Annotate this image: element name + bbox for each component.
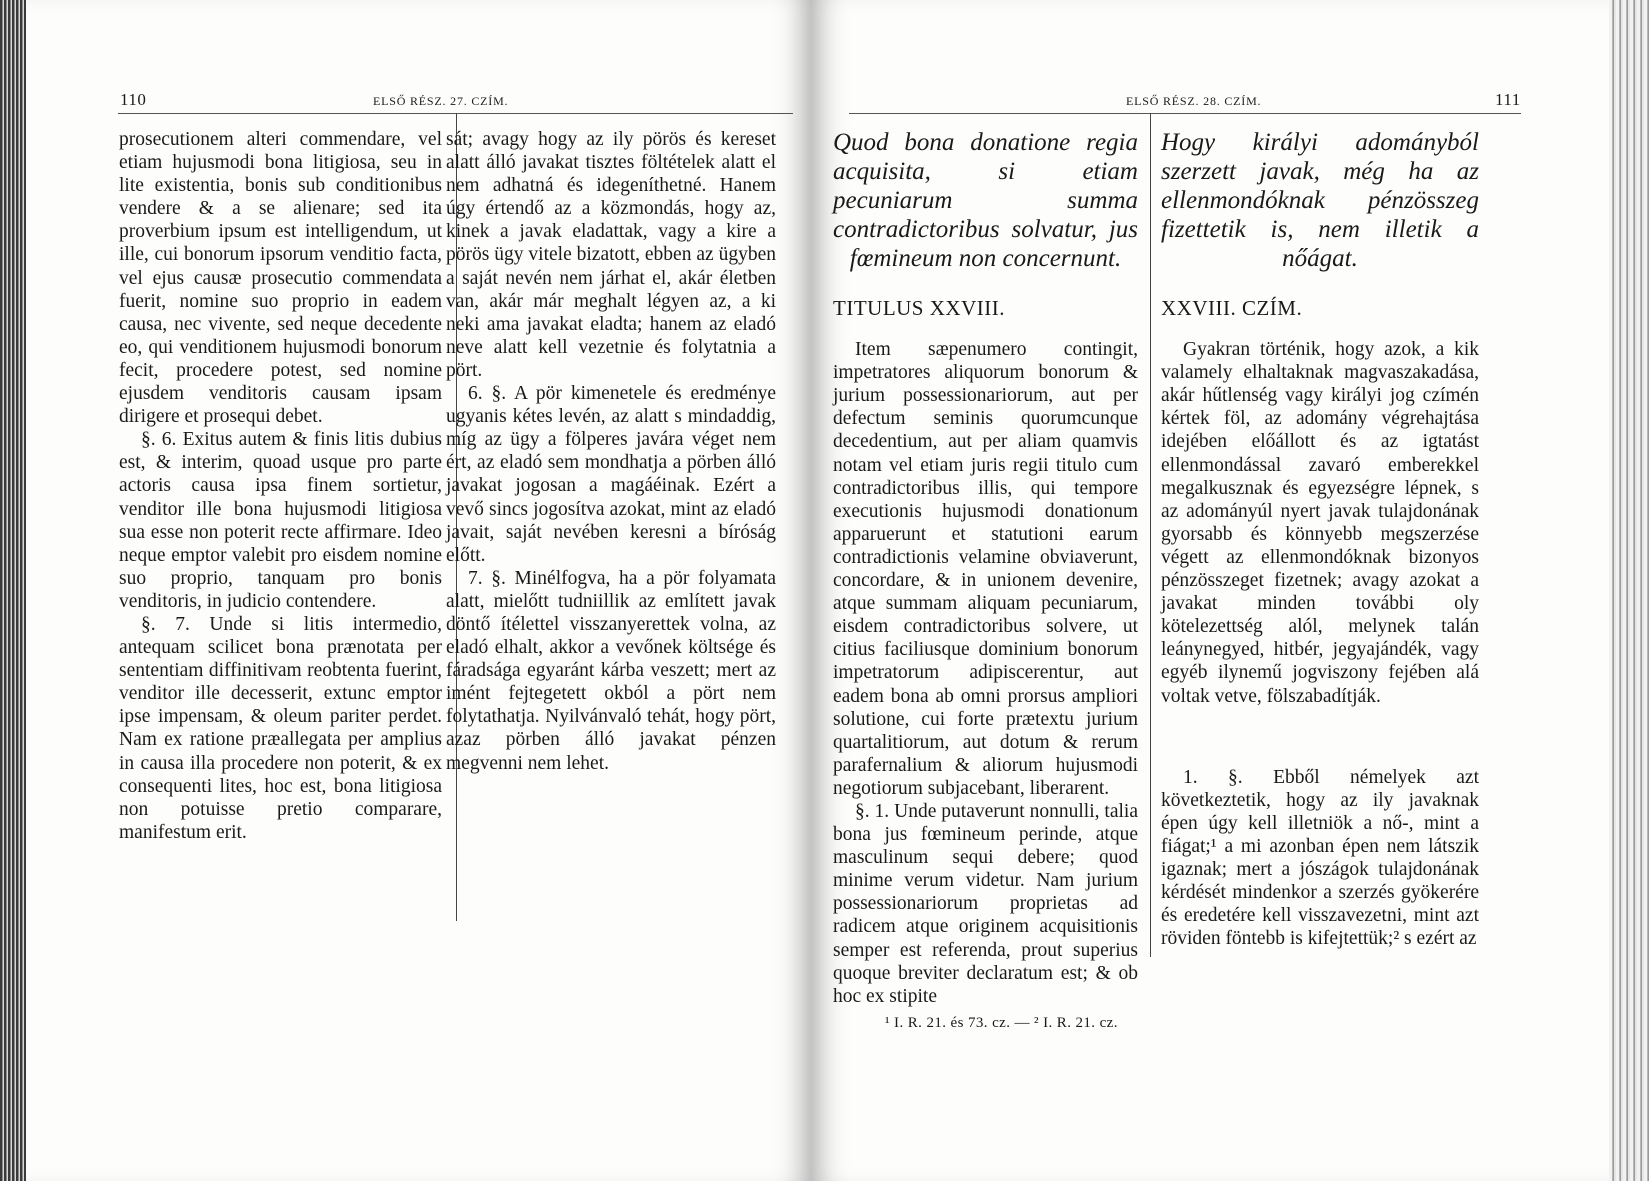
hungarian-column xyxy=(446,128,776,775)
hungarian-paragraph: 6. §. A pör kimenetele és eredménye ugyanis kétes levén, az alatt s mindaddig, míg az ügy a fölperes javára véget nem ért, az eladó sem mondhatja a pörben álló javakat jogosan a magáéinak. Ezért a vevő sincs jogosítva azokat, mint az eladó javait, saját nevében keresni a bíróság előtt. xyxy=(446,383,776,566)
latin-paragraph: §. 6. Exitus autem & finis litis dubius est, & interim, quoad usque pro parte actoris causa ipsa finem sortietur, venditor ille bona hujusmodi litigiosa sua esse non poterit recte affirmare. Ideo neque emptor valebit pro eisdem nomine suo proprio, tanquam pro bonis venditoris, in judicio contendere. xyxy=(119,429,442,612)
hungarian-paragraph: 1. §. Ebből némelyek azt következtetik, hogy az ily javaknak épen úgy kell illetniök a nő-, mint a fiágat;¹ a mi azonban épen nem látszik igaznak; mert a jószágok tulajdonának kérdését mindenkor a szerzés gyökerére és eredetére kell visszavezetni, mint azt röviden föntebb is kifejtettük;² s ezért az xyxy=(1161,766,1479,950)
latin-paragraph: prosecutionem alteri commendare, vel etiam hujusmodi bona litigiosa, seu in lite existentia, bonis sub conditionibus vendere & a se alienare; sed ita proverbium ipsum est intelligendum, ut ille, cui bonorum ipsorum venditio facta, vel ejus causæ prosecutio commendata fuerit, nomine suo proprio in eadem causa, nec vivente, sed neque decedente eo, qui venditionem hujusmodi bonorum fecit, procedere potest, sed nomine ejusdem venditoris causam ipsam dirigere et prosequi debet. xyxy=(119,129,442,428)
latin-titulus-heading: TITULUS XXVIII. xyxy=(833,296,1005,320)
page-edges-right xyxy=(1609,0,1649,1181)
running-head: ELSŐ RÉSZ. 27. CZÍM. xyxy=(373,94,509,108)
page-edges-left xyxy=(0,0,26,1181)
hungarian-column xyxy=(1161,128,1479,950)
left-page xyxy=(26,0,811,1181)
hungarian-chapter-title: Hogy királyi adományból szerzett javak, még ha az ellenmondóknak pénzösszeg fizettetik is, nem illetik a nőágat. xyxy=(1161,129,1479,272)
latin-column xyxy=(119,128,442,844)
hungarian-paragraph: 7. §. Minélfogva, ha a pör folyamata alatt, mielőtt tudniillik az említett javak döntő ítélettel visszanyerettek volna, az eladó elhalt, akkor a vevőnek költsége és fáradsága egyaránt kárba veszett; mert az imént fejtegetett okból a pört nem folytathatja. Nyilvánvaló tehát, hogy pört, azaz pörben álló javakat pénzen megvenni nem lehet. xyxy=(446,567,776,774)
page-number: 111 xyxy=(1495,90,1521,109)
footnote: ¹ I. R. 21. és 73. cz. — ² I. R. 21. cz. xyxy=(885,1015,1118,1031)
hungarian-paragraph: sát; avagy hogy az ily pörös és kereset alatt álló javakat tisztes föltételek alatt el nem adhatná és idegeníthetné. Hanem úgy értendő az a közmondás, hogy az, kinek a javak eladattak, vagy a kire a pörös ügy vitele bizatott, ebben az ügyben a saját nevén nem járhat el, akár életben van, akár már meghalt légyen az, a ki neki ama javakat eladta; hanem az eladó neve alatt kell vezetnie és folytatnia a pört. xyxy=(446,129,776,381)
latin-paragraph: §. 1. Unde putaverunt nonnulli, talia bona jus fœmineum perinde, atque masculinum sequi debere; quod minime verum videtur. Nam jurium possessionariorum proprietas ad radicem atque originem acquisitionis semper est referenda, prout superius quoque breviter declaratum est; & ob hoc ex stipite xyxy=(833,800,1138,1007)
column-divider xyxy=(1150,113,1151,957)
running-head: ELSŐ RÉSZ. 28. CZÍM. xyxy=(1126,94,1262,108)
latin-paragraph: §. 7. Unde si litis intermedio, antequam scilicet bona prænotata per sententiam diffinitivam reobtenta fuerint, venditor ille decesserit, extunc emptor ipse impensam, & oleum pariter perdet. Nam ex ratione præallegata per amplius in causa illa procedere non poterit, & ex consequenti lites, hoc est, bona litigiosa non potuisse pretio comparare, manifestum erit. xyxy=(119,613,442,843)
hungarian-paragraph: Gyakran történik, hogy azok, a kik valamely elhaltaknak magvaszakadása, akár hűtlenség vagy királyi jog czímén kértek föl, az adomány végrehajtása idejében előállott és az igtatást ellenmondással zavaró emberekkel megalkusznak és egyezségre lépnek, s az adományúl nyert javak tulajdonának gyorsabb és könnyebb megszerzése végett az ellenmondóknak bizonyos pénzösszeget fizetnek; avagy azokat a javakat minden további oly kötelezettség alól, melynek talán leánynegyed, hitbér, jegyajándék, vagy egyéb ilynemű jogviszony fejében alá voltak vetve, fölszabadítják. xyxy=(1161,339,1479,707)
right-page xyxy=(811,0,1609,1181)
page-number: 110 xyxy=(120,90,147,109)
latin-column xyxy=(833,128,1138,1008)
hungarian-titulus-heading: XXVIII. CZÍM. xyxy=(1161,296,1303,320)
latin-chapter-title: Quod bona donatione regia acquisita, si etiam pecuniarum summa contradictoribus solvatur, jus fœmineum non concernunt. xyxy=(833,129,1138,272)
header-rule xyxy=(849,113,1521,114)
latin-paragraph: Item sæpenumero contingit, impetratores aliquorum bonorum & jurium possessionariorum, aut per defectum seminis quorumcunque decedentium, aut per aliam quamvis notam vel etiam juris regii titulo cum contradictoribus illis, qui tempore executionis hujusmodi donationum apparuerunt et statutioni earum contradictionis velamine obviaverunt, concordare, & in unionem devenire, atque summam aliquam pecuniarum, eisdem contradictoribus solvere, ut citius faciliusque dominium bonorum impetratorum adipiscerentur, aut eadem bona ab omni prorsus ampliori solutione, cui forte prætextu jurium quartalitiorum, aut dotum & rerum parafernalium & aliorum hujusmodi negotiorum subjacebant, liberarent. xyxy=(833,339,1138,799)
